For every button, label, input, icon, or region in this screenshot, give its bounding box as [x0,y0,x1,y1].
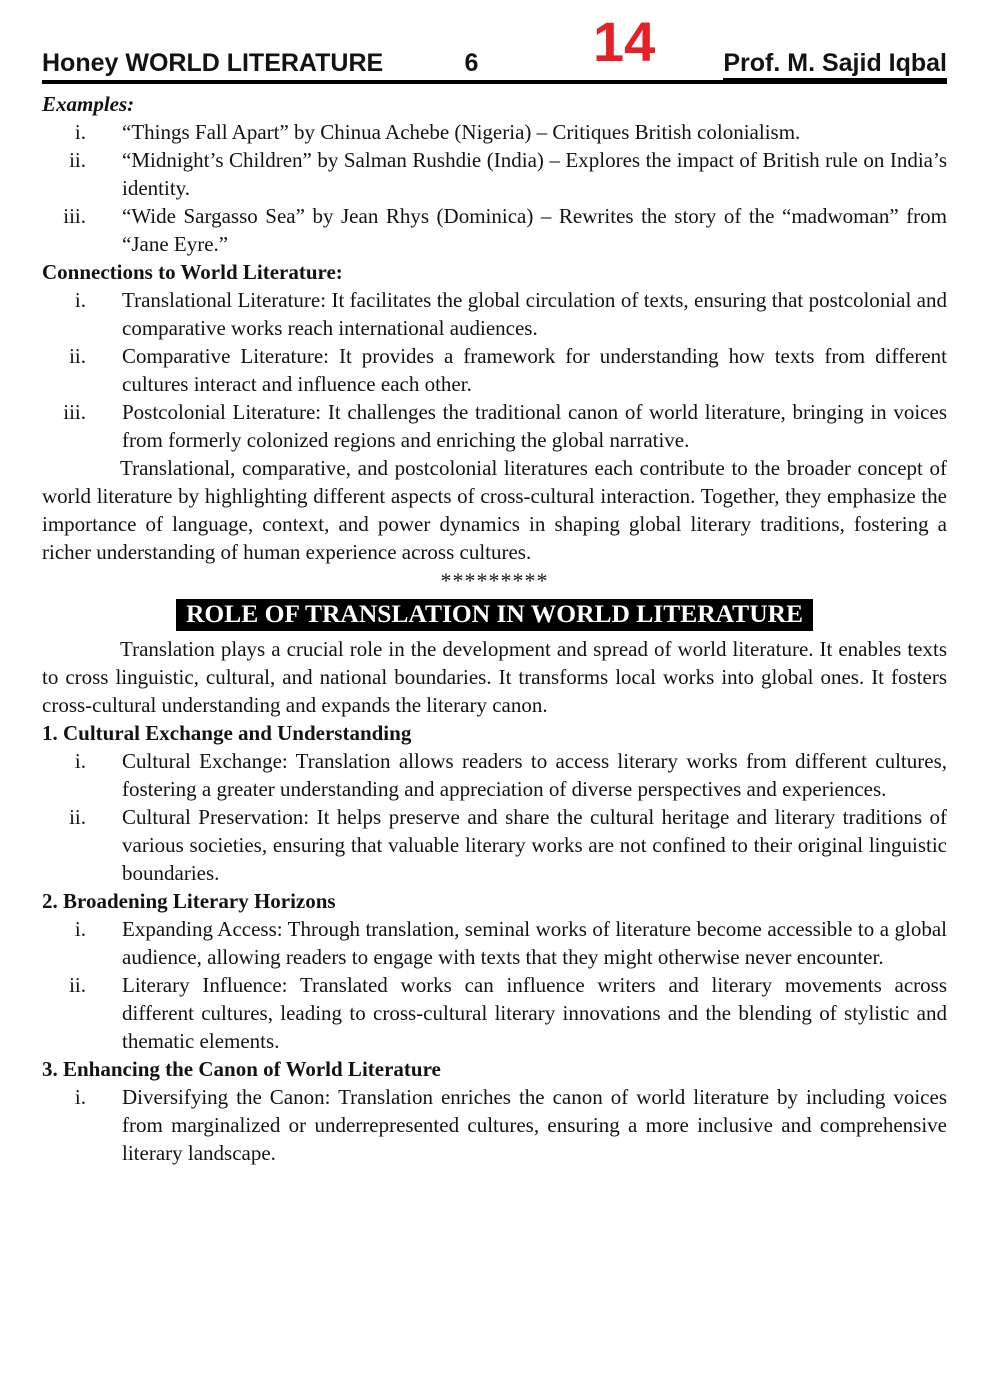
page-number: 6 [464,49,479,77]
list-marker: i. [74,288,86,312]
list-marker: iii. [63,400,86,424]
asterisk-divider: ********* [440,568,549,593]
list-item [42,342,947,398]
list-item [42,971,947,1055]
list-marker: ii. [69,973,86,997]
list-item-text: Postcolonial Literature: It challenges the traditional canon of world literature, bringing in voices from formerly colonized regions and enriching the global narrative. [122,400,947,452]
list-marker: ii. [69,148,86,172]
page-header [42,0,947,84]
subsection-heading-3: 3. Enhancing the Canon of World Literature [42,1057,441,1081]
list-marker: ii. [69,805,86,829]
list-item [42,118,947,146]
list-item-text: “Wide Sargasso Sea” by Jean Rhys (Dominica) – Rewrites the story of the “madwoman” from “Jane Eyre.” [122,204,947,256]
list-item [42,286,947,342]
course-title: Honey WORLD LITERATURE [42,49,384,77]
list-marker: i. [74,120,86,144]
list-item [42,202,947,258]
list-marker: i. [74,1085,86,1109]
intro-paragraph: Translation plays a crucial role in the development and spread of world literature. It enables texts to cross linguistic, cultural, and national boundaries. It transforms local works into global ones. It fosters cross-cultural understanding and expands the literary canon. [42,637,947,717]
handwritten-page-annotation: 14 [593,10,656,73]
list-item [42,1083,947,1167]
list-item-text: Translational Literature: It facilitates the global circulation of texts, ensuring that postcolonial and comparative works reach international audiences. [122,288,947,340]
list-item-text: Cultural Preservation: It helps preserve and share the cultural heritage and literary traditions of various societies, ensuring that valuable literary works are not confined to their original linguistic boundaries. [122,805,947,885]
summary-paragraph: Translational, comparative, and postcolonial literatures each contribute to the broader concept of world literature by highlighting different aspects of cross-cultural interaction. Together, they emphasize the importance of language, context, and power dynamics in shaping global literary traditions, fostering a richer understanding of human experience across cultures. [42,456,947,564]
list-item-text: Literary Influence: Translated works can influence writers and literary movements across different cultures, leading to cross-cultural literary innovations and the blending of stylistic and thematic elements. [122,973,947,1053]
list-marker: i. [74,917,86,941]
document-body [42,84,947,1167]
list-item-text: Diversifying the Canon: Translation enriches the canon of world literature by including voices from marginalized or underrepresented cultures, ensuring a more inclusive and comprehensive literary landscape. [122,1085,947,1165]
list-item-text: Comparative Literature: It provides a framework for understanding how texts from different cultures interact and influence each other. [122,344,947,396]
list-item [42,915,947,971]
subsection-heading-2: 2. Broadening Literary Horizons [42,889,336,913]
list-item [42,747,947,803]
list-marker: iii. [63,204,86,228]
list-item-text: Expanding Access: Through translation, seminal works of literature become accessible to a global audience, allowing readers to engage with texts that they might otherwise never encounter. [122,917,947,969]
list-marker: i. [74,749,86,773]
examples-heading: Examples: [42,92,135,116]
list-item-text: “Midnight’s Children” by Salman Rushdie (India) – Explores the impact of British rule on India’s identity. [122,148,947,200]
list-item-text: “Things Fall Apart” by Chinua Achebe (Nigeria) – Critiques British colonialism. [122,120,801,144]
subsection-heading-1: 1. Cultural Exchange and Understanding [42,721,412,745]
author-name: Prof. M. Sajid Iqbal [723,49,947,81]
section-banner-title: ROLE OF TRANSLATION IN WORLD LITERATURE [176,599,813,631]
connections-heading: Connections to World Literature: [42,260,343,284]
list-item [42,398,947,454]
list-item [42,803,947,887]
list-marker: ii. [69,344,86,368]
list-item-text: Cultural Exchange: Translation allows readers to access literary works from different cultures, fostering a greater understanding and appreciation of diverse perspectives and experiences. [122,749,947,801]
list-item [42,146,947,202]
